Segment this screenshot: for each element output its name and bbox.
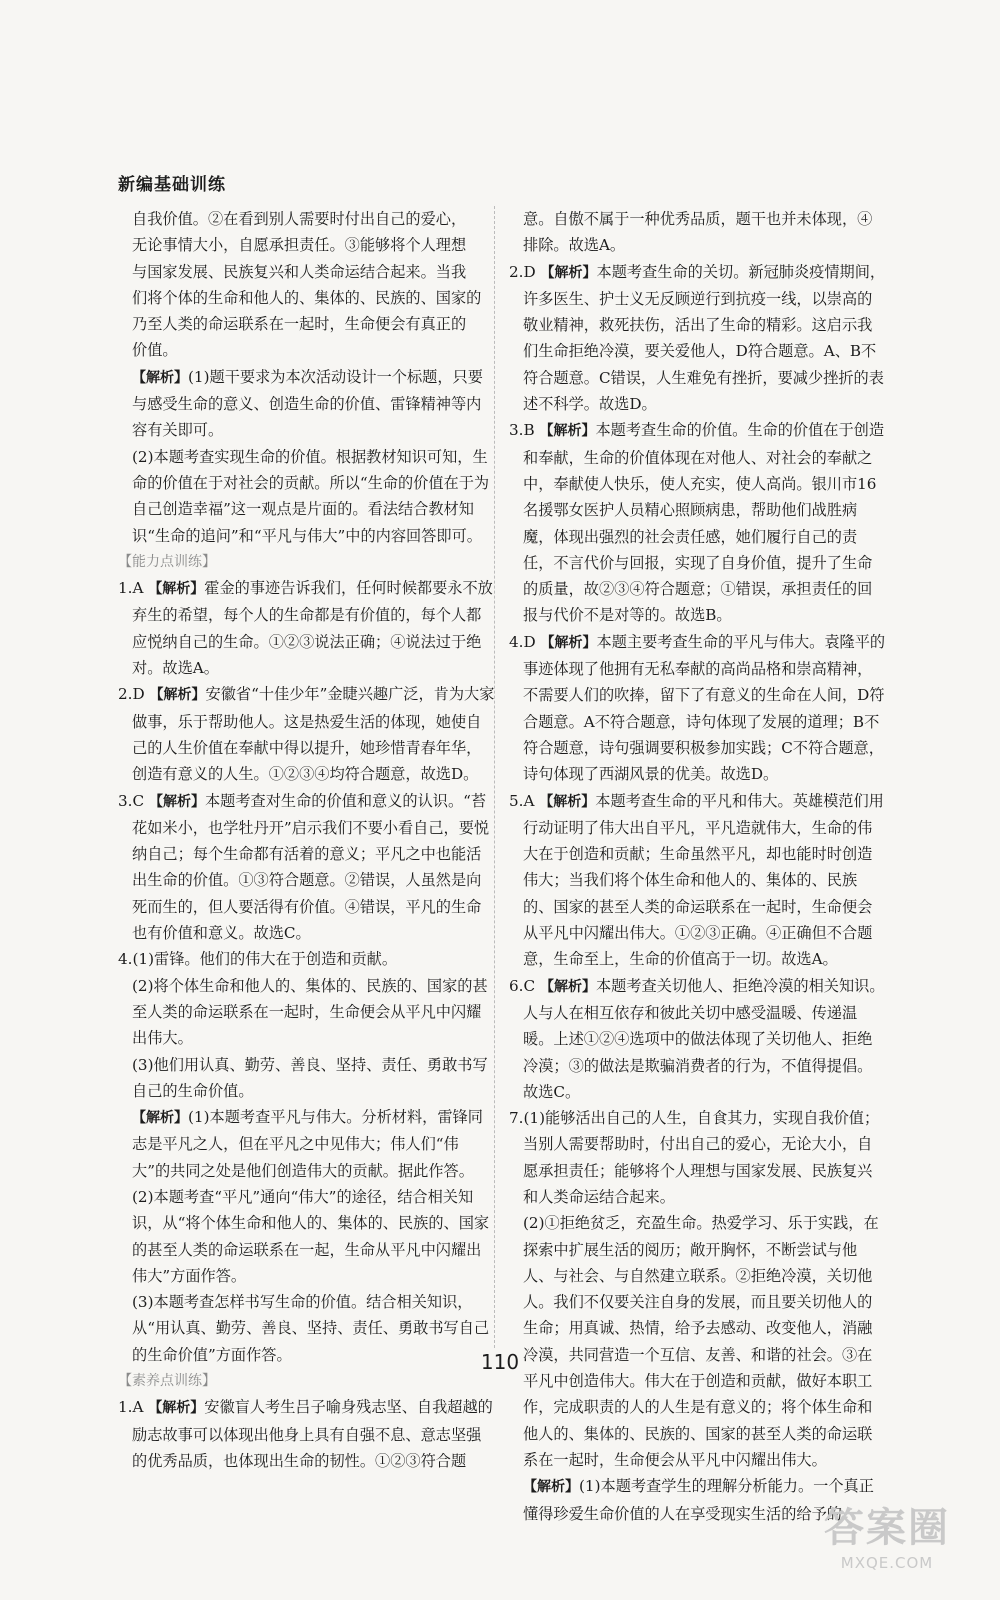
- analysis-label: 【解析】: [540, 634, 597, 651]
- analysis-paragraph: [132, 364, 496, 444]
- page-number: 110: [480, 1350, 520, 1374]
- intro-line: 们将个体的生命和他人的、集体的、民族的、国家的: [132, 288, 482, 307]
- answer-number: 1.A: [118, 1398, 144, 1417]
- analysis-label: 【解析】: [539, 423, 596, 440]
- answer-text: (1)能够活出自己的人生，自食其力，实现自我价值；当别人需要帮助时，付出自己的爱心，无论大小，自愿承担责任；能够将个人理想与国家发展、民族复兴和人类命运结合起来。: [523, 1109, 880, 1206]
- right-column: [509, 206, 887, 1527]
- analysis-text: (1)本题考查学生的理解分析能力。一个真正懂得珍爱生命价值的人在享受现实生活的给予的: [523, 1477, 874, 1523]
- answer-number: 3.B: [509, 421, 535, 440]
- left-column: [118, 206, 496, 1474]
- answer-item: [509, 1105, 887, 1210]
- answer-item: [509, 973, 887, 1105]
- analysis-paragraph: (2)本题考查实现生命的价值。根据教材知识可知，生命的价值在于对社会的贡献。所以“生命的价值在于为自己创造幸福”这一观点是片面的。看法结合教材知识“生命的追问”和“平凡与伟大”中的内容回答即可。: [132, 447, 490, 545]
- analysis-text: (1)本题考查平凡与伟大。分析材料，雷锋同志是平凡之人，但在平凡之中见伟大；伟人们“伟大”的共同之处是他们创造伟大的贡献。据此作答。: [132, 1108, 483, 1180]
- analysis-label: 【解析】: [540, 264, 597, 281]
- analysis-label: 【解析】: [132, 369, 188, 386]
- analysis-label: 【解析】: [148, 793, 205, 810]
- intro-answer: [118, 206, 496, 549]
- answer-number: 2.D: [509, 262, 536, 281]
- answer-subpart: (3)他们用认真、勤劳、善良、坚持、责任、勇敢书写自己的生命价值。: [132, 1055, 488, 1100]
- page-header-title: 新编基础训练: [118, 175, 226, 195]
- answer-text: 本题考查生命的关切。新冠肺炎疫情期间，许多医生、护士义无反顾逆行到抗疫一线，以崇高的敬业精神，救死扶伤，活出了生命的精彩。这启示我们生命拒绝冷漠，要关爱他人，D符合题意。A、B不符合题意。C错误，人生难免有挫折，要减少挫折的表述不科学。故选D。: [523, 262, 886, 414]
- answer-item: [118, 788, 496, 947]
- answer-item: [509, 788, 887, 973]
- answer-number: 5.A: [509, 791, 535, 810]
- answer-text: 安徽省“十佳少年”金睫兴趣广泛，肯为大家做事，乐于帮助他人。这是热爱生活的体现，她使自己的人生价值在奉献中得以提升，她珍惜青春年华，创造有意义的人生。①②③④均符合题意，故选D。: [132, 685, 495, 784]
- intro-line: 乃至人类的命运联系在一起时，生命便会有真正的: [132, 315, 467, 334]
- answer-item: [509, 417, 887, 628]
- analysis-paragraph: [118, 1104, 496, 1184]
- analysis-label: 【解析】: [539, 793, 596, 810]
- answer-text: 霍金的事迹告诉我们，任何时候都要永不放弃生的希望，每个人的生命都是有价值的，每个人都应悦纳自己的生命。①②③说法正确；④说法过于绝对。故选A。: [132, 579, 493, 678]
- analysis-label: 【解析】: [539, 978, 596, 995]
- analysis-text: (1)题干要求为本次活动设计一个标题，只要与感受生命的意义、创造生命的价值、雷锋精神等内容有关即可。: [132, 367, 483, 440]
- watermark-main-text: 答案圈: [824, 1505, 950, 1551]
- answer-subpart: (2)将个体生命和他人的、集体的、民族的、国家的甚至人类的命运联系在一起时，生命便会从平凡中闪耀出伟大。: [132, 976, 488, 1048]
- answer-number: 1.A: [118, 579, 144, 598]
- answer-number: 4.D: [509, 632, 536, 651]
- answer-text: 本题考查关切他人、拒绝冷漠的相关知识。人与人在相互依存和彼此关切中感受温暖、传递温暖。上述①②④选项中的做法体现了关切他人、拒绝冷漠；③的做法是欺骗消费者的行为，不值得提倡。故选C。: [523, 976, 885, 1101]
- answer-item: [509, 259, 887, 418]
- answer-number: 4.: [118, 950, 133, 969]
- answer-number: 2.D: [118, 685, 145, 704]
- analysis-label: 【解析】: [523, 1479, 579, 1496]
- answer-item: [118, 946, 496, 972]
- section-label-literacy: 【素养点训练】: [118, 1373, 216, 1390]
- watermark-sub-text: MXQE.COM: [840, 1554, 934, 1572]
- analysis-label: 【解析】: [148, 1400, 205, 1417]
- answer-number: 3.C: [118, 791, 145, 810]
- continued-text: 意。自傲不属于一种优秀品质，题干也并未体现，④排除。故选A。: [523, 210, 873, 255]
- answer-text: (1)雷锋。他们的伟大在于创造和贡献。: [132, 950, 398, 969]
- answer-item: [118, 681, 496, 787]
- answer-text: 本题考查生命的平凡和伟大。英雄模范们用行动证明了伟大出自平凡，平凡造就伟大，生命的伟大在于创造和贡献；生命虽然平凡，却也能时时创造伟大；当我们将个体生命和他人的、集体的、民族的、国家的甚至人类的命运联系在一起时，生命便会从平凡中闪耀出伟大。①②③正确。④正确但不合题意，生命至上，生命的价值高于一切。故选A。: [523, 791, 884, 969]
- section-label-ability: 【能力点训练】: [118, 553, 216, 570]
- answer-item: [118, 1394, 496, 1474]
- analysis-paragraph: (2)本题考查“平凡”通向“伟大”的途径，结合相关知识，从“将个体生命和他人的、集体的、民族的、国家的甚至人类的命运联系在一起，生命从平凡中闪耀出伟大”方面作答。: [132, 1187, 490, 1285]
- intro-line: 与国家发展、民族复兴和人类命运结合起来。当我: [132, 262, 467, 281]
- answer-number: 6.C: [509, 976, 536, 995]
- analysis-label: 【解析】: [149, 687, 206, 704]
- intro-line: 无论事情大小，自愿承担责任。③能够将个人理想: [132, 236, 467, 255]
- analysis-label: 【解析】: [132, 1110, 188, 1127]
- answer-item: [118, 575, 496, 681]
- intro-line: 价值。: [132, 341, 178, 360]
- site-watermark: [812, 1502, 962, 1592]
- analysis-label: 【解析】: [148, 581, 205, 598]
- answer-text: 本题考查生命的价值。生命的价值在于创造和奉献，生命的价值体现在对他人、对社会的奉献之中，奉献使人快乐，使人充实，使人高尚。银川市16名援鄂女医护人员精心照顾病患，帮助他们战胜病魔，体现出强烈的社会责任感，她们履行自己的责任，不言代价与回报，实现了自身价值，提升了生命的质量，故②③④符合题意；①错误，承担责任的回报与代价不是对等的。故选B。: [523, 421, 885, 625]
- answer-text: 安徽盲人考生吕子喻身残志坚、自我超越的励志故事可以体现出他身上具有自强不息、意志坚强的优秀品质，也体现出生命的韧性。①②③符合题: [132, 1398, 493, 1470]
- intro-line: 自我价值。②在看到别人需要时付出自己的爱心，: [132, 210, 467, 228]
- answer-text: 本题主要考查生命的平凡与伟大。袁隆平的事迹体现了他拥有无私奉献的高尚品格和崇高精神，不需要人们的吹捧，留下了有意义的生命在人间，D符合题意。A不符合题意，诗句体现了发展的道理；B不符合题意，诗句强调要积极参加实践；C不符合题意，诗句体现了西湖风景的优美。故选D。: [523, 632, 886, 784]
- analysis-paragraph: (3)本题考查怎样书写生命的价值。结合相关知识，从“用认真、勤劳、善良、坚持、责任、勇敢书写自己的生命价值”方面作答。: [132, 1293, 490, 1364]
- answer-text: 本题考查对生命的价值和意义的认识。“苔花如米小，也学牡丹开”启示我们不要小看自己，要悦纳自己；每个生命都有活着的意义；平凡之中也能活出生命的价值。①③符合题意。②错误，人虽然是向死而生的，但人要活得有价值。④错误，平凡的生命也有价值和意义。故选C。: [132, 791, 490, 943]
- answer-number: 7.: [509, 1109, 524, 1128]
- answer-item: [509, 629, 887, 788]
- answer-subpart: (2)①拒绝贫乏，充盈生命。热爱学习、乐于实践，在探索中扩展生活的阅历；敞开胸怀，不断尝试与他人、与社会、与自然建立联系。②拒绝冷漠，关切他人。我们不仅要关注自身的发展，而且要关切他人的生命；用真诚、热情，给予去感动、改变他人，消融冷漠，共同营造一个互信、友善、和谐的社会。③在平凡中创造伟大。伟大在于创造和贡献，做好本职工作，完成职责的人的人生是有意义的；将个体生命和他人的、集体的、民族的、国家的甚至人类的命运联系在一起时，生命便会从平凡中闪耀出伟大。: [523, 1214, 879, 1469]
